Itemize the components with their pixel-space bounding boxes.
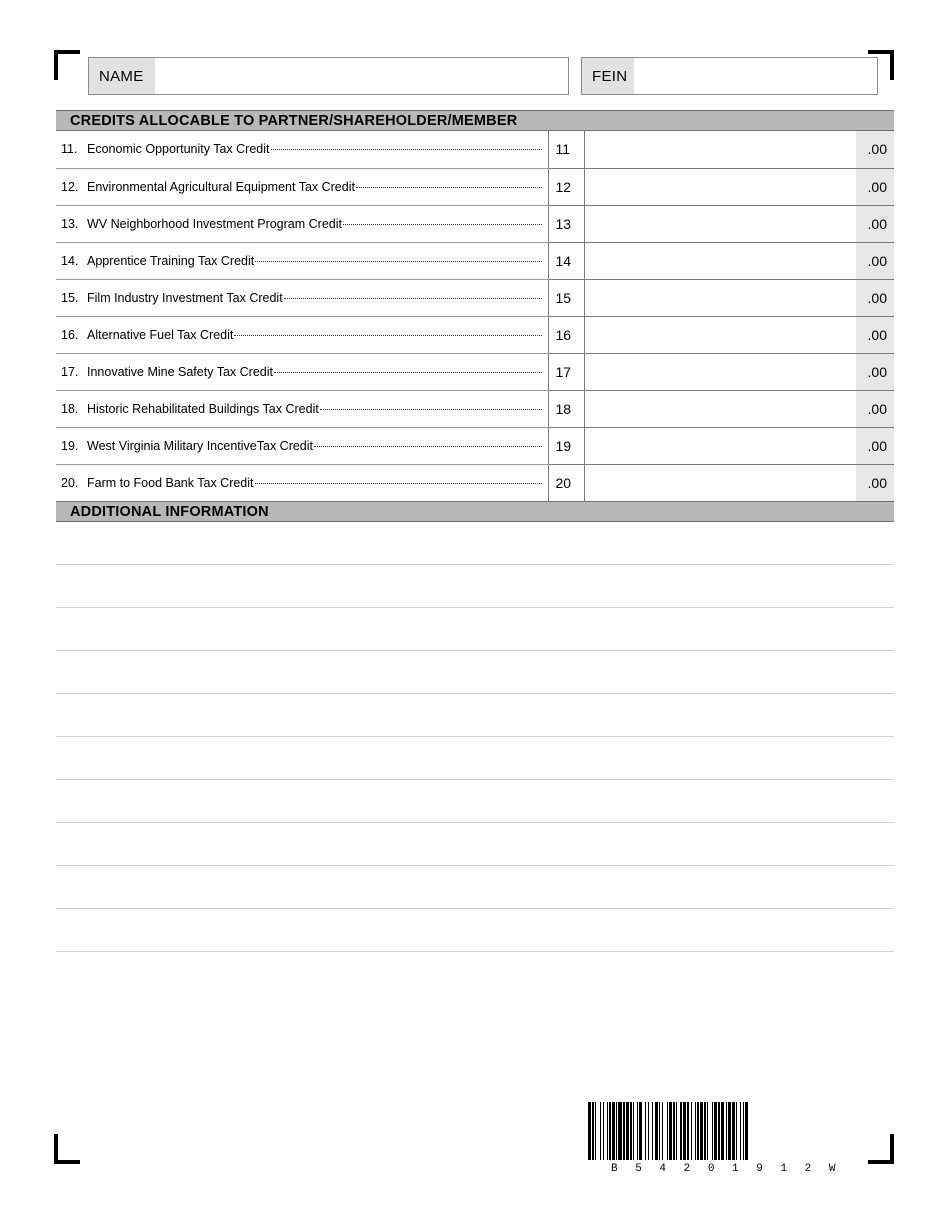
- line-amount-cell[interactable]: [584, 464, 856, 501]
- line-amount-cell[interactable]: [584, 316, 856, 353]
- line-description-cell: [56, 464, 548, 501]
- additional-info-line[interactable]: [56, 565, 894, 608]
- line-description-cell: [56, 131, 548, 168]
- table-row: [56, 390, 894, 427]
- line-amount-cell[interactable]: [584, 427, 856, 464]
- line-amount-cell[interactable]: [584, 242, 856, 279]
- additional-info-line[interactable]: [56, 651, 894, 694]
- barcode-image: [588, 1102, 856, 1160]
- table-row: [56, 464, 894, 501]
- table-row: [56, 205, 894, 242]
- line-cents-cell: [856, 316, 894, 353]
- line-number-cell: [548, 131, 584, 168]
- line-number: 13: [555, 215, 572, 232]
- line-description-cell: [56, 390, 548, 427]
- amount-input-20[interactable]: [585, 466, 857, 500]
- header-fields: [88, 57, 894, 95]
- table-row: [56, 131, 894, 168]
- line-number-cell: [548, 427, 584, 464]
- line-amount-cell[interactable]: [584, 131, 856, 168]
- line-number: 11: [555, 141, 571, 158]
- line-number: 14: [555, 252, 572, 269]
- amount-input-17[interactable]: [585, 355, 857, 389]
- line-item-number: 16.: [61, 327, 79, 342]
- line-item-number: 11.: [61, 142, 78, 157]
- name-label: NAME: [89, 58, 155, 94]
- cents-label: .00: [867, 400, 887, 417]
- line-number-cell: [548, 168, 584, 205]
- line-item-number: 18.: [61, 401, 79, 416]
- line-number: 16: [555, 326, 572, 343]
- line-cents-cell: [856, 168, 894, 205]
- additional-info-line[interactable]: [56, 823, 894, 866]
- line-number: 17: [555, 363, 572, 380]
- fein-label: FEIN: [582, 58, 634, 94]
- line-item-number: 13.: [61, 216, 79, 231]
- cents-label: .00: [867, 363, 887, 380]
- name-input[interactable]: [155, 58, 568, 94]
- table-row: [56, 168, 894, 205]
- dot-leader: [271, 148, 542, 150]
- line-description-cell: [56, 168, 548, 205]
- line-amount-cell[interactable]: [584, 279, 856, 316]
- amount-input-11[interactable]: [585, 132, 857, 166]
- additional-info-line[interactable]: [56, 866, 894, 909]
- amount-input-18[interactable]: [585, 392, 857, 426]
- line-item-number: 15.: [61, 290, 79, 305]
- line-item-number: 20.: [61, 475, 79, 490]
- fein-input[interactable]: [634, 58, 877, 94]
- barcode-text: B 5 4 2 0 1 9 1 2 W: [611, 1163, 841, 1175]
- dot-leader: [320, 408, 542, 410]
- line-number-cell: [548, 242, 584, 279]
- line-item-label: Historic Rehabilitated Buildings Tax Credit: [87, 401, 319, 416]
- line-number: 19: [555, 437, 572, 454]
- line-number: 12: [555, 178, 572, 195]
- line-cents-cell: [856, 353, 894, 390]
- credits-section-banner: [56, 110, 894, 131]
- cents-label: .00: [867, 474, 887, 491]
- line-number-cell: [548, 316, 584, 353]
- line-number: 20: [555, 474, 572, 491]
- line-cents-cell: [856, 279, 894, 316]
- name-field[interactable]: [88, 57, 569, 95]
- line-number-cell: [548, 464, 584, 501]
- line-item-label: Apprentice Training Tax Credit: [87, 253, 255, 268]
- additional-info-line[interactable]: [56, 780, 894, 823]
- amount-input-12[interactable]: [585, 170, 857, 204]
- line-cents-cell: [856, 242, 894, 279]
- table-row: [56, 316, 894, 353]
- line-item-label: Farm to Food Bank Tax Credit: [87, 475, 254, 490]
- table-row: [56, 353, 894, 390]
- registration-mark-top-left: [54, 50, 80, 80]
- line-number-cell: [548, 353, 584, 390]
- line-number-cell: [548, 390, 584, 427]
- line-description-cell: [56, 427, 548, 464]
- line-description-cell: [56, 242, 548, 279]
- line-number-cell: [548, 279, 584, 316]
- amount-input-16[interactable]: [585, 318, 857, 352]
- additional-info-lines[interactable]: [56, 522, 894, 952]
- line-cents-cell: [856, 427, 894, 464]
- line-item-label: Environmental Agricultural Equipment Tax Credit: [87, 179, 355, 194]
- additional-info-banner: [56, 501, 894, 522]
- barcode-area: [588, 1102, 856, 1175]
- additional-info-line[interactable]: [56, 694, 894, 737]
- credits-section-title: CREDITS ALLOCABLE TO PARTNER/SHAREHOLDER/MEMBER: [70, 112, 518, 129]
- credits-lines-table: [56, 131, 894, 502]
- line-cents-cell: [856, 131, 894, 168]
- line-item-label: Film Industry Investment Tax Credit: [87, 290, 283, 305]
- line-item-label: Alternative Fuel Tax Credit: [87, 327, 234, 342]
- amount-input-15[interactable]: [585, 281, 857, 315]
- additional-info-line[interactable]: [56, 737, 894, 780]
- dot-leader: [234, 334, 541, 336]
- dot-leader: [314, 445, 541, 447]
- line-number: 18: [555, 400, 572, 417]
- registration-mark-bottom-right: [868, 1134, 894, 1164]
- line-description-cell: [56, 205, 548, 242]
- table-row: [56, 242, 894, 279]
- line-number: 15: [555, 289, 572, 306]
- line-description-cell: [56, 279, 548, 316]
- additional-info-line[interactable]: [56, 608, 894, 651]
- cents-label: .00: [867, 252, 887, 269]
- line-description-cell: [56, 353, 548, 390]
- line-item-label: West Virginia Military IncentiveTax Credit: [87, 438, 314, 453]
- line-item-number: 19.: [61, 438, 79, 453]
- line-number-cell: [548, 205, 584, 242]
- cents-label: .00: [867, 289, 887, 306]
- cents-label: .00: [867, 141, 887, 158]
- line-cents-cell: [856, 390, 894, 427]
- cents-label: .00: [867, 326, 887, 343]
- table-row: [56, 427, 894, 464]
- line-item-number: 14.: [61, 253, 79, 268]
- amount-input-13[interactable]: [585, 207, 857, 241]
- line-item-number: 17.: [61, 364, 79, 379]
- amount-input-19[interactable]: [585, 429, 857, 463]
- dot-leader: [255, 260, 541, 262]
- dot-leader: [274, 371, 542, 373]
- cents-label: .00: [867, 437, 887, 454]
- line-description-cell: [56, 316, 548, 353]
- line-cents-cell: [856, 205, 894, 242]
- line-amount-cell[interactable]: [584, 205, 856, 242]
- dot-leader: [356, 186, 542, 188]
- line-cents-cell: [856, 464, 894, 501]
- line-amount-cell[interactable]: [584, 390, 856, 427]
- additional-info-line[interactable]: [56, 909, 894, 952]
- line-amount-cell[interactable]: [584, 168, 856, 205]
- cents-label: .00: [867, 178, 887, 195]
- line-item-label: WV Neighborhood Investment Program Credit: [87, 216, 342, 231]
- additional-info-line[interactable]: [56, 522, 894, 565]
- line-item-number: 12.: [61, 179, 79, 194]
- dot-leader: [343, 223, 542, 225]
- registration-mark-bottom-left: [54, 1134, 80, 1164]
- dot-leader: [284, 297, 542, 299]
- line-amount-cell[interactable]: [584, 353, 856, 390]
- fein-field[interactable]: [581, 57, 878, 95]
- dot-leader: [255, 482, 542, 484]
- amount-input-14[interactable]: [585, 244, 857, 278]
- cents-label: .00: [867, 215, 887, 232]
- additional-info-title: ADDITIONAL INFORMATION: [70, 503, 269, 520]
- line-item-label: Innovative Mine Safety Tax Credit: [87, 364, 273, 379]
- table-row: [56, 279, 894, 316]
- line-item-label: Economic Opportunity Tax Credit: [87, 142, 270, 157]
